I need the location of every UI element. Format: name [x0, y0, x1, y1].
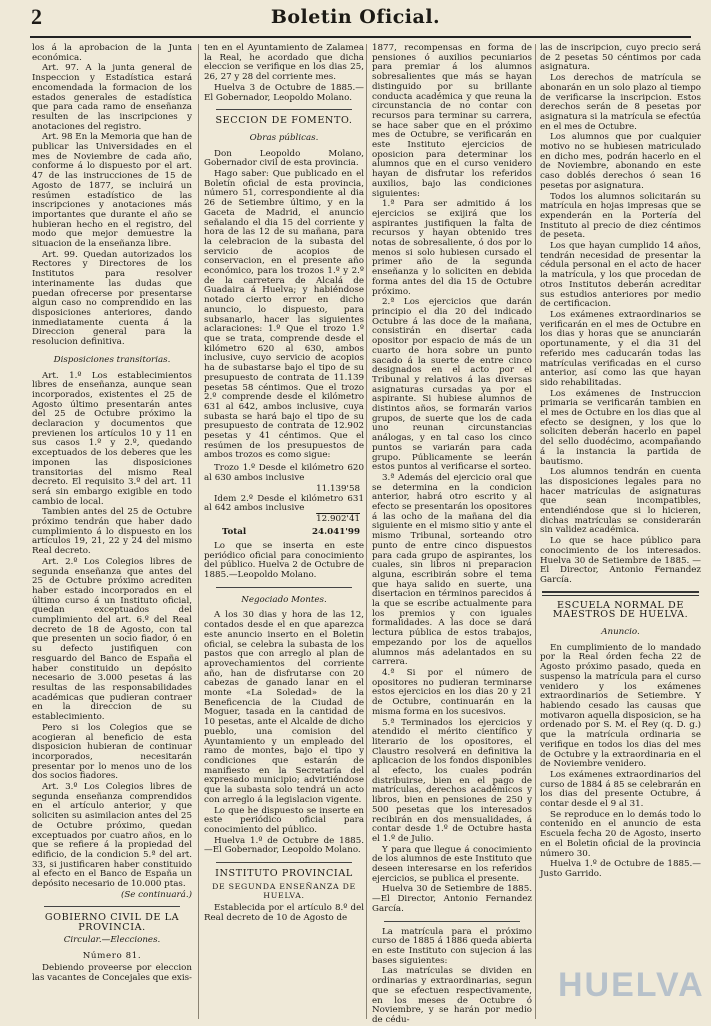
budget-row-label: Idem 2.º Desde el kilómetro 631 al 642 ambos inclusive	[204, 493, 364, 514]
paragraph: Los que hayan cumplido 14 años, tendrán necesidad de presentar la cédula personal en el acto de hacer la matrícula, y los que procedan de otros Institutos deberán acreditar sus estudios anteriores por medio de certificacion.	[540, 241, 701, 310]
column-2	[204, 44, 364, 1019]
paragraph: Art. 97. A la junta general de Inspeccion y Estadística estará encomendada la formacion de los estados generales de estadística que para cada ramo de enseñanza resulten de las inscripciones y anotaciones del registro.	[32, 63, 192, 132]
paragraph: 4.ª Si por el número de opositores no pudieran terminarse estos ejercicios en los dias 20 y 21 de Octubre, continuarán en la misma forma en los sucesivos.	[372, 668, 532, 717]
paragraph: 3.ª Además del ejercicio oral que se determina en la condicion anterior, habrá otro escrito y al efecto se presentarán los opositores á las ocho de la mañana del dia siguiente en el mismo sitio y ante el mismo Tribunal, sorteando otro punto de entre cinco dispuestos para cada grupo de aspirantes, los cuales, sin libros ni preparacion alguna, escribirán sobre el tema que haya salido en suerte, una disertacion en términos parecidos á la que se escribe actualmente para los premios y con iguales formalidades. A las doce se dará lectura pública de estos trabajos, empezando por los de aquellos alumnos más adelantados en su carrera.	[372, 472, 532, 668]
section-subheading: Negociado Montes.	[241, 594, 327, 605]
paragraph: 1.ª Para ser admitido á los ejercicios se exijirá que los aspirantes justifiquen la falta de recursos y hayan obtenido tres notas de sobresaliente, ó dos por lo menos si solo hubiesen cursado el primer año de la segunda enseñanza y lo soliciten en debida forma antes del dia 15 de Octubre próximo.	[372, 199, 532, 297]
signature: Huelva 3 de Octubre de 1885.—El Gobernador, Leopoldo Molano.	[204, 82, 364, 103]
separator	[542, 595, 699, 596]
paragraph: Los exámenes extraordinarios del curso de 1884 á 85 se celebrarán en los dias del presente Octubre, á contar desde el 9 al 31.	[540, 769, 701, 810]
masthead-title: Boletin Oficial.	[270, 6, 441, 28]
budget-total-row	[204, 528, 364, 538]
budget-table	[204, 464, 364, 538]
column-1	[32, 44, 192, 1019]
section-heading: GOBIERNO CIVIL DE LA PROVINCIA.	[44, 912, 180, 934]
paragraph: Tambien antes del 25 de Octubre próximo tendrán que haber dado cumplimiento á lo dispuesto en los artículos 19, 21, 22 y 24 del mismo Real decreto.	[32, 507, 192, 557]
separator	[44, 906, 180, 907]
section-subheading: Circular.—Elecciones.	[63, 934, 161, 945]
separator	[216, 109, 352, 110]
budget-row-value: 12.902'41	[316, 513, 360, 524]
budget-total-value: 24.041'99	[312, 526, 360, 537]
paragraph: Pero si los Colegios que se acogieran al beneficio de esta disposicion hubieran de continuar incorporados, necesitarán presentar por lo menos uno de los dos socios fiadores.	[32, 722, 192, 782]
paragraph: 5.ª Terminados los ejercicios y atendido el mérito científico y literario de los opositores, el Claustro resolverá en definitiva la aplicacion de los fondos disponibles al efecto, los cuales podrán distribuirse, bien en el pago de matrículas, derechos académicos y libros, bien en pensiones de 250 y 500 pesetas que los interesados recibirán en dos mensualidades, á contar desde 1.º de Octubre hasta el 1.º de Julio.	[372, 717, 532, 844]
paragraph: Los alumnos que por cualquier motivo no se hubiesen matriculado en dicho mes, podrán hacerlo en el de Noviembre, abonando en este caso doblés derechos ó sean 16 pesetas por asignatura.	[540, 132, 701, 191]
paragraph: A los 30 dias y hora de las 12, contados desde el en que aparezca este anuncio inserto en el Boletin oficial, se celebra la subasta de los pastos que con arreglo al plan de aprovechamientos del corriente año, han de disfrutarse con 20 cabezas de ganado lanar en el monte «La Soledad» de la Beneficencia de la Ciudad de Moguer, tasada en la cantidad de 10 pesetas, ante el Alcalde de dicho pueblo, una comision del Ayuntamiento y un empleado del ramo de montes, bajo el tipo y condiciones que estarán de manifiesto en la Secretaría del expresado municipio; advirtiéndose que la subasta solo tendrá un acto con arreglo á la legislacion vigente.	[204, 610, 364, 805]
budget-row-label: Trozo 1.º Desde el kilómetro 620 al 630 ambos inclusive	[204, 463, 364, 483]
paragraph: 2.ª Los ejercicios que darán principio el dia 20 del indicado Octubre á las doce de la mañana, consistirán en disertar cada opositor por espacio de más de un cuarto de hora sobre un punto sacado á la suerte de entre cinco designados en el acto por el Tribunal y relativos á las diversas asignaturas cursadas ya por el aspirante. Si hubiese alumnos de distintos años, se formarán varios grupos, de suerte que los de cada uno reunan circunstancias análogas, y en tal caso los cinco puntos se variarán para cada grupo. Públicamente se leerán estos puntos al verificarse el sorteo.	[372, 297, 532, 473]
circular-number: Número 81.	[82, 950, 142, 961]
paragraph: Art. 2.º Los Colegios libres de segunda enseñanza que antes del 25 de Octubre próximo acrediten haber estado incorporados en el último curso á un Instituto oficial, quedan exceptuados del cumplimiento del art. 6.º del Real decreto de 18 de Agosto, con tal que presenten un socio fiador, ó en su defecto justifiquen con resguardo del Banco de España el haber constituido un depósito necesario de 3.000 pesetas á las resultas de las responsabilidades académicas que pudieran contraer en la direccion de su establecimiento.	[32, 556, 192, 723]
paragraph: Los alumnos tendrán en cuenta las disposiciones legales para no hacer matrículas de asignaturas que sean incompatibles, entendiéndose que si lo hicieren, dichas matrículas se considerarán sin validez académica.	[540, 467, 701, 536]
paragraph: Todos los alumnos solicitarán su matrícula en hojas impresas que se expenderán en la Portería del Instituto al precio de diez céntimos de peseta.	[540, 191, 701, 241]
separator	[542, 591, 699, 593]
separator	[216, 862, 352, 863]
paragraph: Art. 1.º Los establecimientos libres de enseñanza, aunque sean incorporados, existentes el 25 de Agosto último presentarán antes del 25 de Octubre próximo la declaracion y documentos que previenen los artículos 10 y 11 en sus casos 1.º y 2.º, quedando exceptuados de los deberes que les imponen las disposiciones transitorias del mismo Real decreto. El requisito 3.º del art. 11 será sin embargo exigible en todo cambio de local.	[32, 370, 192, 507]
separator	[216, 587, 352, 588]
paragraph: Don Leopoldo Molano, Gobernador civil de esta provincia.	[204, 148, 364, 169]
stamp-text: HUELVA	[558, 966, 705, 1004]
paragraph: Establecida por el artículo 8.º del Real decreto de 10 de Agosto de	[204, 903, 364, 923]
library-stamp-watermark	[558, 952, 705, 1010]
paragraph: las de inscripcion, cuyo precio será de 2 pesetas 50 céntimos por cada asignatura.	[540, 43, 701, 73]
column-divider	[198, 44, 199, 1019]
budget-row	[204, 515, 364, 525]
paragraph: La matrícula para el próximo curso de 1885 á 1886 queda abierta en este Instituto con sujecion á las bases siguientes:	[372, 926, 532, 966]
budget-row-value: 11.139'58	[316, 483, 360, 494]
page-number: 2	[31, 4, 42, 29]
paragraph: ten en el Ayuntamiento de Zalamea la Real, he acordado que dicha eleccion se verifique en los dias 25, 26, 27 y 28 del corriente mes.	[204, 43, 364, 83]
section-subheading: DE SEGUNDA ENSEÑANZA DE HUELVA.	[212, 881, 356, 901]
paragraph: 1877, recompensas en forma de pensiones ó auxilios pecuniarios para premiar á los alumnos sobresalientes que más se hayan distinguido por su brillante conducta académica y que reuna la circunstancia de no contar con recursos para terminar su carrera, se hace saber que en el próximo mes de Octubre, se verificarán en este Instituto ejercicios de oposicion para determinar los alumnos que en el curso venidero hayan de disfrutar los referidos auxilios, bajo las condiciones siguientes:	[372, 43, 532, 199]
section-heading: SECCION DE FOMENTO.	[215, 115, 353, 127]
column-divider	[366, 44, 367, 1019]
paragraph: Lo que se inserta en este periódico oficial para conocimiento del público. Huelva 2 de Octubre de 1885.—Leopoldo Molano.	[204, 540, 364, 581]
paragraph: Lo que se hace público para conocimiento de los interesados. Huelva 30 de Setiembre de 1885. —El Director, Antonio Fernandez García.	[540, 536, 701, 585]
column-4	[540, 43, 705, 1019]
paragraph: Lo que he dispuesto se inserte en este periódico oficial para conocimiento del público.	[204, 805, 364, 835]
budget-total-label: Total	[222, 526, 247, 537]
signature: Huelva 30 de Setiembre de 1885. —El Director, Antonio Fernandez García.	[372, 884, 532, 914]
section-heading: INSTITUTO PROVINCIAL	[215, 868, 353, 880]
paragraph: los á la aprobacion de la Junta económica.	[32, 43, 192, 63]
signature: Huelva 1.º de Octubre de 1885.—Justo Garrido.	[540, 859, 701, 879]
section-subheading: Anuncio.	[601, 627, 640, 638]
paragraph: Art. 99. Quedan autorizados los Rectores y Directores de los Institutos para resolver interinamente las dudas que puedan ofrecerse por presentarse algun caso no comprendido en las disposiciones anteriores, dando inmediatamente cuenta á la Direccion general para la resolucion definitiva.	[32, 249, 192, 348]
paragraph: Los exámenes extraordinarios se verificarán en el mes de Octubre en los dias y horas que se anunciarán oportunamente, y el dia 31 del referido mes caducarán todas las matrículas verificadas en el curso anterior, así como las que hayan sido rehabilitadas.	[540, 309, 701, 388]
header-rule	[30, 36, 691, 38]
separator	[384, 921, 520, 922]
section-subheading: Obras públicas.	[249, 132, 319, 143]
column-3	[372, 43, 532, 1025]
section-heading: Disposiciones transitorias.	[53, 354, 171, 365]
paragraph: Los exámenes de Instruccion primaria se verificarán tambien en el mes de Octubre en los dias que al efecto se designen, y los que lo soliciten deberán hacerlo en papel del sello duodécimo, acompañando á la instancia la partida de bautismo.	[540, 388, 701, 467]
paragraph: Se reproduce en lo demás todo lo contenido en el anuncio de esta Escuela fecha 20 de Agosto, inserto en el Boletin oficial de la provincia número 30.	[540, 809, 701, 859]
budget-row	[204, 485, 364, 495]
section-heading: ESCUELA NORMAL DE MAESTROS DE HUELVA.	[552, 599, 689, 621]
continued-note: (Se continuará.)	[120, 889, 192, 900]
paragraph: Hago saber: Que publicado en el Boletín oficial de esta provincia, número 51, correspondiente al dia 26 de Setiembre último, y en la Gaceta de Madrid, el anuncio señalando el dia 15 del corriente y hora de las 12 de su mañana, para la celebracion de la subasta del servicio de acopios de conservacion, en el presente año económico, para los trozos 1.º y 2.º de la carretera de Alcalá de Guadaira á Huelva; y habiéndose notado cierto error en dicho anuncio, lo dispuesto, para subsanarlo, hacer las siguientes aclaraciones: 1.º Que el trozo 1.º que se trata, comprende desde el kilómetro 620 al 630, ambos inclusive, cuyo servicio de acopios ha de subastarse bajo el tipo de su presupuesto de contrata de 11.139 pesetas 58 céntimos. Que el trozo 2.º comprende desde el kilómetro 631 al 642, ambos inclusive, cuya subasta se hará bajo el tipo de su presupuesto de contrata de 12.902 pesetas y 41 céntimos. Que el resúmen de los presupuestos de ambos trozos es como sigue:	[204, 169, 364, 461]
column-divider	[535, 44, 536, 1019]
paragraph: Art. 98 En la Memoria que han de publicar las Universidades en el mes de Noviembre de cada año, conforme á lo dispuesto por el art. 47 de las instrucciones de 15 de Agosto de 1877, se incluirá un resúmen estadístico de las inscripciones y anotaciones más importantes que durante el año se hubieran hecho en el registro, del modo que mejor demuestre la situacion de la enseñanza libre.	[32, 132, 192, 250]
paragraph: Debiendo proveerse por eleccion las vacantes de Concejales que exis-	[32, 963, 192, 983]
paragraph: Art. 3.º Los Colegios libres de segunda enseñanza comprendidos en el artículo anterior, y que soliciten su asimilacion antes del 25 de Octubre próximo, quedan exceptuados por cuatro años, en lo que se refiere á la propiedad del edificio, de la condicion 5.ª del art. 33, si justificaren haber constituido al efecto en el Banco de España un depósito necesario de 10.000 ptas.	[32, 782, 192, 890]
signature: Huelva 1.º de Octubre de 1885. —El Gobernador, Leopoldo Molano.	[204, 835, 364, 856]
paragraph: Y para que llegue á conocimiento de los alumnos de este Instituto que deseen interesarse en los referidos ejercicios, se publica el presente.	[372, 844, 532, 884]
paragraph: Los derechos de matrícula se abonarán en un solo plazo al tiempo de verificarse la inscripcion. Estos derechos serán de 8 pesetas por asignatura si la matrícula se efectúa en el mes de Octubre.	[540, 73, 701, 132]
paragraph: Las matrículas se dividen en ordinarias y extraordinarias, segun que se efectuen respectivamente, en los meses de Octubre ó Noviembre, y se harán por medio de cédu-	[372, 966, 532, 1025]
paragraph: En cumplimiento de lo mandado por la Real órden fecha 22 de Agosto próximo pasado, queda en suspenso la matrícula para el curso venidero y los exámenes extraordinarios de Setiembre. Y habiendo cesado las causas que motivaron aquella disposicion, se ha ordenado por S. M. el Rey (q. D. g.) que la matrícula ordinaria se verifique en todos los dias del mes de Octubre y la extraordinaria en el de Noviembre venidero.	[540, 642, 701, 770]
